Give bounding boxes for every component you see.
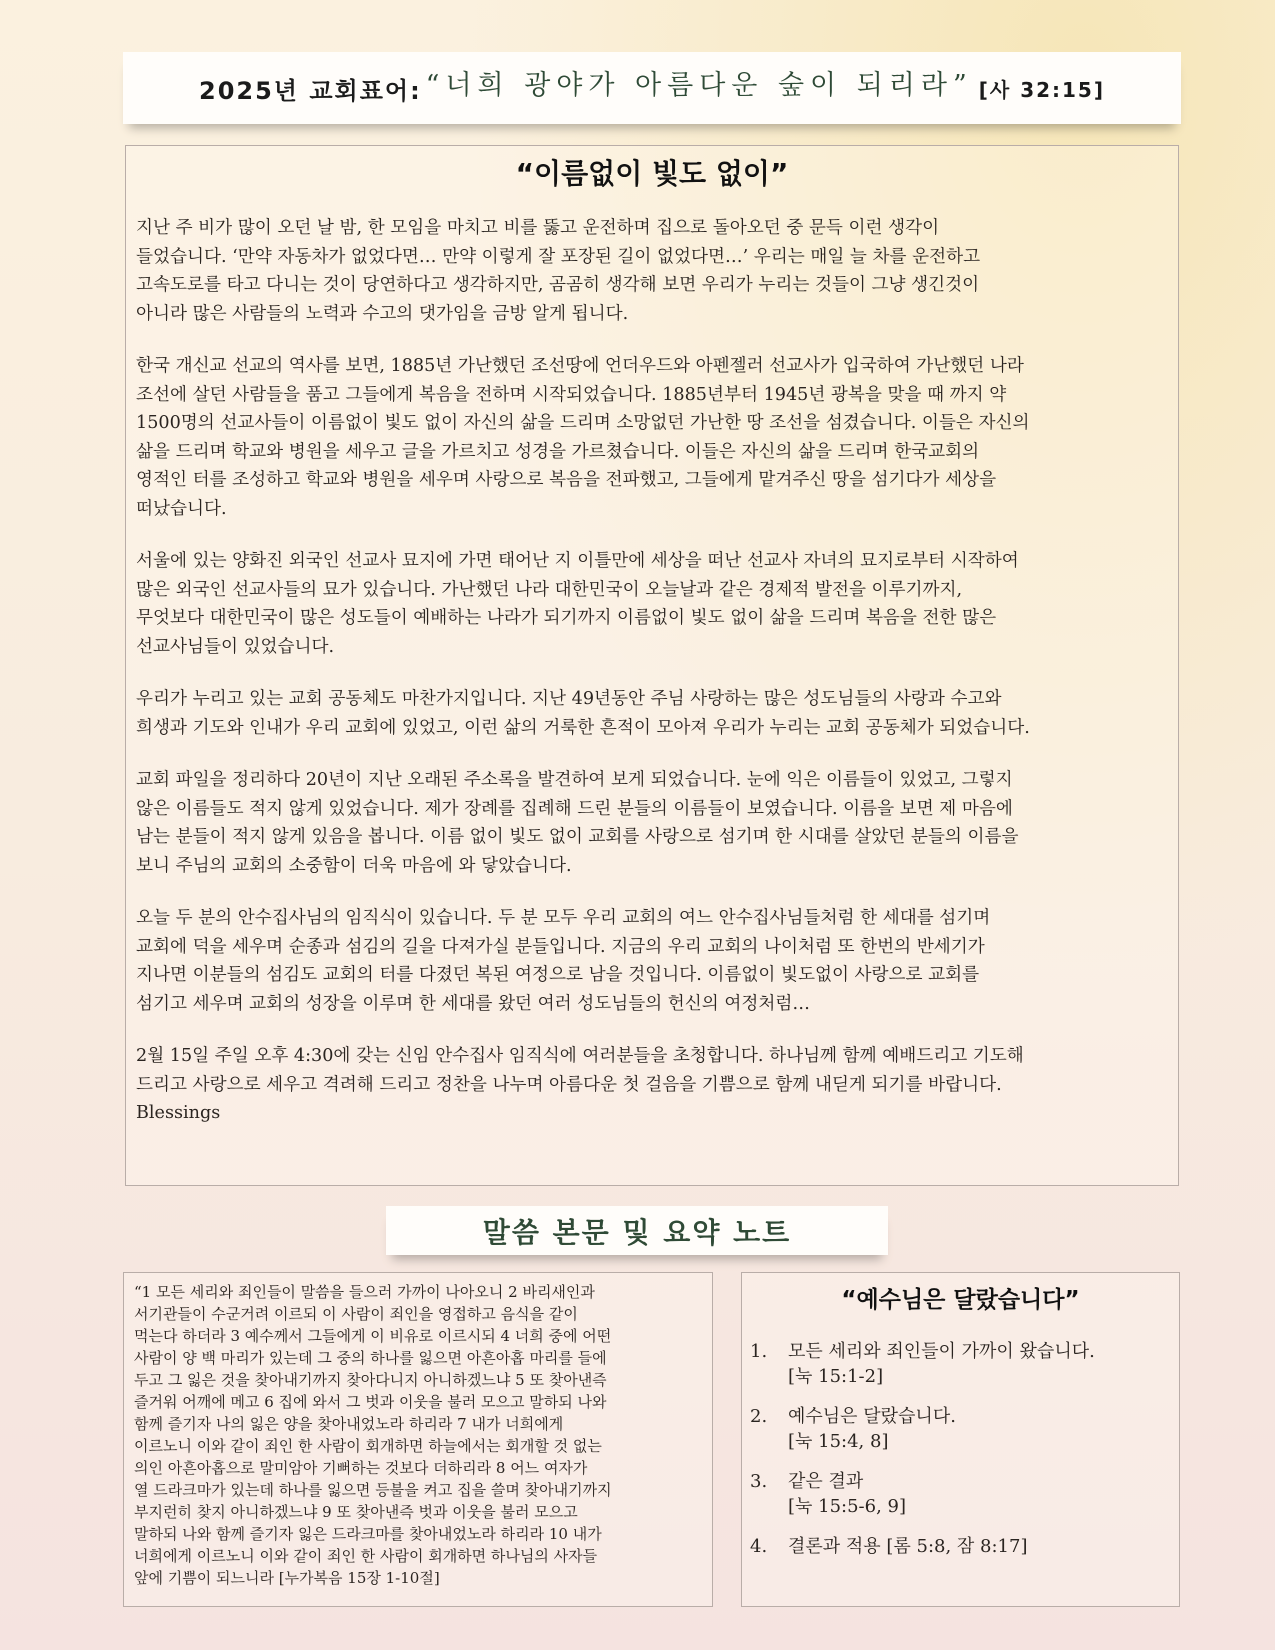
scripture-box: [123, 1272, 713, 1607]
outline-text: 결론과 적용 [롬 5:8, 잠 8:17]: [788, 1536, 1028, 1557]
pastor-column: [125, 145, 1179, 1186]
outline-text: 예수님은 달랐습니다. [눅 15:4, 8]: [788, 1406, 956, 1452]
motto-banner: [123, 52, 1181, 124]
outline-number: 3.: [750, 1471, 768, 1492]
outline-item: [750, 1469, 1095, 1519]
outline-item: [750, 1534, 1095, 1559]
motto-lead: 2025년 교회표어:: [199, 76, 422, 105]
outline-number: 2.: [750, 1406, 768, 1427]
outline-item: [750, 1339, 1095, 1389]
outline-text: 같은 결과 [눅 15:5-6, 9]: [788, 1471, 907, 1517]
column-paragraph: 교회 파일을 정리하다 20년이 지난 오래된 주소록을 발견하여 보게 되었습니다. 눈에 익은 이름들이 있었고, 그렇지 않은 이름들도 적지 않게 있었습니다. 제가 장례를 집례해 드린 분들의 이름들이 보였습니다. 이름을 보면 제 마음에 남는 분들이 적지 않게 있음을 봅니다. 이름 없이 빛도 없이 교회를 사랑으로 섬기며 한 시대를 살았던 분들의 이름을 보니 주님의 교회의 소중함이 더욱 마음에 와 닿았습니다.: [136, 770, 1019, 876]
scripture-text: “1 모든 세리와 죄인들이 말씀을 들으러 가까이 나아오니 2 바리새인과 서기관들이 수군거려 이르되 이 사람이 죄인을 영접하고 음식을 같이 먹는다 하더라 3 예수께서 그들에게 이 비유로 이르시되 4 너희 중에 어떤 사람이 양 백 마리가 있는데 그 중의 하나를 잃으면 아흔아홉 마리를 들에 두고 그 잃은 것을 찾아내기까지 찾아다니지 아니하겠느냐 5 또 찾아낸즉 즐거워 어깨에 메고 6 집에 와서 그 벗과 이웃을 불러 모으고 말하되 나와 함께 즐기자 나의 잃은 양을 찾아내었노라 하리라 7 내가 너희에게 이르노니 이와 같이 죄인 한 사람이 회개하면 하늘에서는 회개할 것 없는 의인 아흔아홉으로 말미암아 기뻐하는 것보다 더하리라 8 어느 여자가 열 드라크마가 있는데 하나를 잃으면 등불을 켜고 집을 쓸며 찾아내기까지 부지런히 찾지 아니하겠느냐 9 또 찾아낸즉 벗과 이웃을 불러 모으고 말하되 나와 함께 즐기자 잃은 드라크마를 찾아내었노라 하리라 10 내가 너희에게 이르노니 이와 같이 죄인 한 사람이 회개하면 하나님의 사자들 앞에 기쁨이 되느니라 [누가복음 15장 1-10절]: [134, 1283, 612, 1587]
outline-list: [750, 1339, 1095, 1574]
column-paragraph: 우리가 누리고 있는 교회 공동체도 마찬가지입니다. 지난 49년동안 주님 사랑하는 많은 성도님들의 사랑과 수고와 희생과 기도와 인내가 우리 교회에 있었고, 이런 삶의 거룩한 흔적이 모아져 우리가 누리는 교회 공동체가 되었습니다.: [136, 689, 1030, 738]
column-paragraph: 2월 15일 주일 오후 4:30에 갖는 신임 안수집사 임직식에 여러분들을 초청합니다. 하나님께 함께 예배드리고 기도해 드리고 사랑으로 세우고 격려해 드리고 정찬을 나누며 아름다운 첫 걸음을 기쁨으로 함께 내딛게 되기를 바랍니다. Blessings: [136, 1046, 1024, 1123]
motto-verse: “너희 광야가 아름다운 숲이 되리라”: [425, 69, 973, 101]
sermon-outline-box: [741, 1272, 1180, 1607]
outline-number: 1.: [750, 1341, 768, 1362]
sermon-title: “예수님은 달랐습니다”: [841, 1287, 1080, 1313]
sermon-section-title: 말씀 본문 및 요약 노트: [386, 1206, 888, 1255]
column-paragraph: 지난 주 비가 많이 오던 날 밤, 한 모임을 마치고 비를 뚫고 운전하며 집으로 돌아오던 중 문득 이런 생각이 들었습니다. ‘만약 자동차가 없었다면… 만약 이렇게 잘 포장된 길이 없었다면…’ 우리는 매일 늘 차를 운전하고 고속도로를 타고 다니는 것이 당연하다고 생각하지만, 곰곰히 생각해 보면 우리가 누리는 것들이 그냥 생긴것이 아니라 많은 사람들의 노력과 수고의 댓가임을 금방 알게 됩니다.: [136, 218, 981, 324]
outline-item: [750, 1404, 1095, 1454]
column-paragraph: 오늘 두 분의 안수집사님의 임직식이 있습니다. 두 분 모두 우리 교회의 여느 안수집사님들처럼 한 세대를 섬기며 교회에 덕을 세우며 순종과 섬김의 길을 다져가실 분들입니다. 지금의 우리 교회의 나이처럼 또 한번의 반세기가 지나면 이분들의 섬김도 교회의 터를 다졌던 복된 여정으로 남을 것입니다. 이름없이 빛도없이 사랑으로 교회를 섬기고 세우며 교회의 성장을 이루며 한 세대를 왔던 여러 성도님들의 헌신의 여정처럼…: [136, 908, 991, 1014]
outline-number: 4.: [750, 1536, 768, 1557]
outline-text: 모든 세리와 죄인들이 가까이 왔습니다. [눅 15:1-2]: [788, 1341, 1095, 1387]
column-paragraph: 서울에 있는 양화진 외국인 선교사 묘지에 가면 태어난 지 이틀만에 세상을 떠난 선교사 자녀의 묘지로부터 시작하여 많은 외국인 선교사들의 묘가 있습니다. 가난했던 나라 대한민국이 오늘날과 같은 경제적 발전을 이루기까지, 무엇보다 대한민국이 많은 성도들이 예배하는 나라가 되기까지 이름없이 빛도 없이 삶을 드리며 복음을 전한 많은 선교사님들이 있었습니다.: [136, 551, 1019, 657]
motto-reference: [사 32:15]: [978, 77, 1105, 102]
column-paragraph: 한국 개신교 선교의 역사를 보면, 1885년 가난했던 조선땅에 언더우드와 아펜젤러 선교사가 입국하여 가난했던 나라 조선에 살던 사람들을 품고 그들에게 복음을 전하며 시작되었습니다. 1885년부터 1945년 광복을 맞을 때 까지 약 1500명의 선교사들이 이름없이 빛도 없이 자신의 삶을 드리며 소망없던 가난한 땅 조선을 섬겼습니다. 이들은 자신의 삶을 드리며 학교와 병원을 세우고 글을 가르치고 성경을 가르쳤습니다. 이들은 자신의 삶을 드리며 한국교회의 영적인 터를 조성하고 학교와 병원을 세우며 사랑으로 복음을 전파했고, 그들에게 맡겨주신 땅을 섬기다가 세상을 떠났습니다.: [136, 356, 1030, 519]
column-title: “이름없이 빛도 없이”: [515, 157, 789, 190]
column-body: [136, 214, 1172, 1152]
